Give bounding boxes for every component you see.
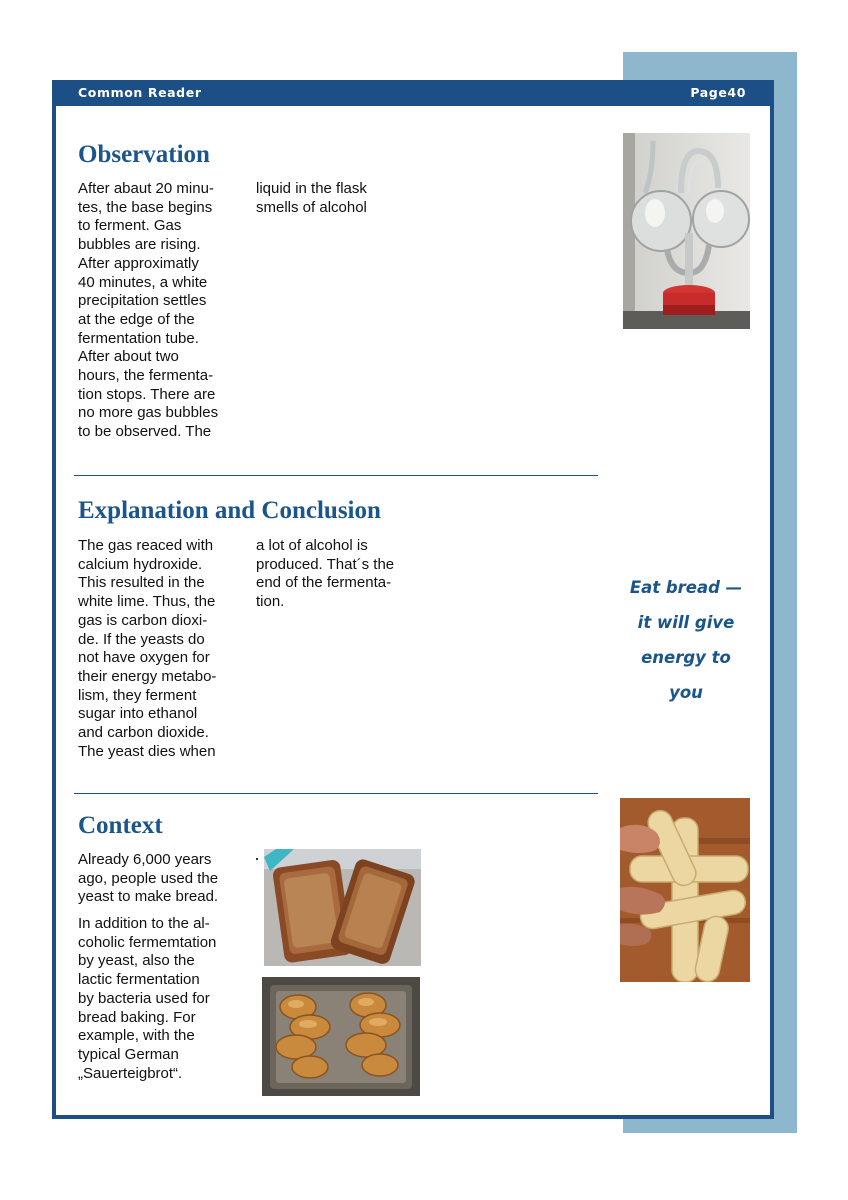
- text-line: lism, they ferment: [78, 686, 197, 704]
- text-line: smells of alcohol: [256, 198, 367, 216]
- text-line: and carbon dioxide.: [78, 724, 209, 742]
- context-paragraph-2: [78, 915, 216, 1083]
- explanation-column-2: [256, 537, 394, 612]
- text-line: to ferment. Gas: [78, 217, 182, 235]
- braided-bread-photo: [262, 977, 420, 1096]
- text-line: This resulted in the: [78, 574, 205, 592]
- context-heading: Context: [78, 812, 163, 839]
- text-line: tes, the base begins: [78, 198, 213, 216]
- text-line: produced. That´s the: [256, 555, 395, 573]
- text-line: „Sauerteigbrot“.: [78, 1064, 183, 1082]
- text-line: liquid in the flask: [256, 180, 367, 197]
- header-bar: [52, 80, 774, 106]
- observation-heading: Observation: [78, 141, 210, 168]
- text-line: at the edge of the: [78, 310, 195, 328]
- text-line: typical German: [78, 1045, 179, 1063]
- text-line: end of the fermenta-: [256, 574, 392, 592]
- braiding-dough-photo: [620, 798, 750, 982]
- baked-loaves-photo: [264, 849, 421, 966]
- stray-dot: [256, 858, 258, 860]
- text-line: 40 minutes, a white: [78, 273, 208, 291]
- text-line: gas is carbon dioxi-: [78, 611, 208, 629]
- text-line: yeast to make bread.: [78, 888, 219, 906]
- text-line: Already 6,000 years: [78, 851, 212, 868]
- text-line: After approximatly: [78, 254, 199, 272]
- fermentation-airlock-photo: [623, 133, 750, 329]
- observation-column-2: [256, 180, 367, 217]
- section-divider: [74, 475, 598, 476]
- text-line: a lot of alcohol is: [256, 537, 368, 554]
- text-line: calcium hydroxide.: [78, 555, 203, 573]
- text-line: In addition to the al-: [78, 915, 210, 932]
- text-line: white lime. Thus, the: [78, 593, 216, 611]
- text-line: precipitation settles: [78, 292, 207, 310]
- context-paragraph-1: [78, 851, 218, 907]
- text-line: hours, the fermenta-: [78, 367, 214, 385]
- text-line: coholic fermemtation: [78, 933, 217, 951]
- text-line: it will give: [637, 613, 735, 632]
- text-line: The yeast dies when: [78, 742, 216, 760]
- text-line: no more gas bubbles: [78, 404, 219, 422]
- text-line: lactic fermentation: [78, 971, 200, 989]
- text-line: example, with the: [78, 1027, 195, 1045]
- text-line: tion stops. There are: [78, 385, 216, 403]
- text-line: tion.: [256, 593, 285, 611]
- text-line: bubbles are rising.: [78, 236, 201, 254]
- section-divider: [74, 793, 598, 794]
- text-line: bread baking. For: [78, 1008, 196, 1026]
- sidebar-quote: [612, 570, 760, 710]
- text-line: fermentation tube.: [78, 329, 199, 347]
- text-line: to be observed. The: [78, 423, 212, 441]
- text-line: After about two: [78, 348, 179, 366]
- explanation-heading: Explanation and Conclusion: [78, 497, 381, 524]
- text-line: energy to: [641, 648, 731, 667]
- text-line: The gas reaced with: [78, 537, 214, 554]
- text-line: you: [669, 683, 703, 702]
- page-number: Page40: [690, 85, 746, 100]
- text-line: After abaut 20 minu-: [78, 180, 214, 197]
- observation-column-1: [78, 180, 218, 442]
- publication-title: Common Reader: [78, 85, 202, 100]
- text-line: by bacteria used for: [78, 989, 210, 1007]
- text-line: ago, people used the: [78, 869, 219, 887]
- text-line: by yeast, also the: [78, 952, 195, 970]
- text-line: not have oxygen for: [78, 649, 210, 667]
- text-line: their energy metabo-: [78, 667, 217, 685]
- text-line: Eat bread —: [629, 578, 743, 597]
- explanation-column-1: [78, 537, 216, 761]
- text-line: de. If the yeasts do: [78, 630, 205, 648]
- text-line: sugar into ethanol: [78, 705, 198, 723]
